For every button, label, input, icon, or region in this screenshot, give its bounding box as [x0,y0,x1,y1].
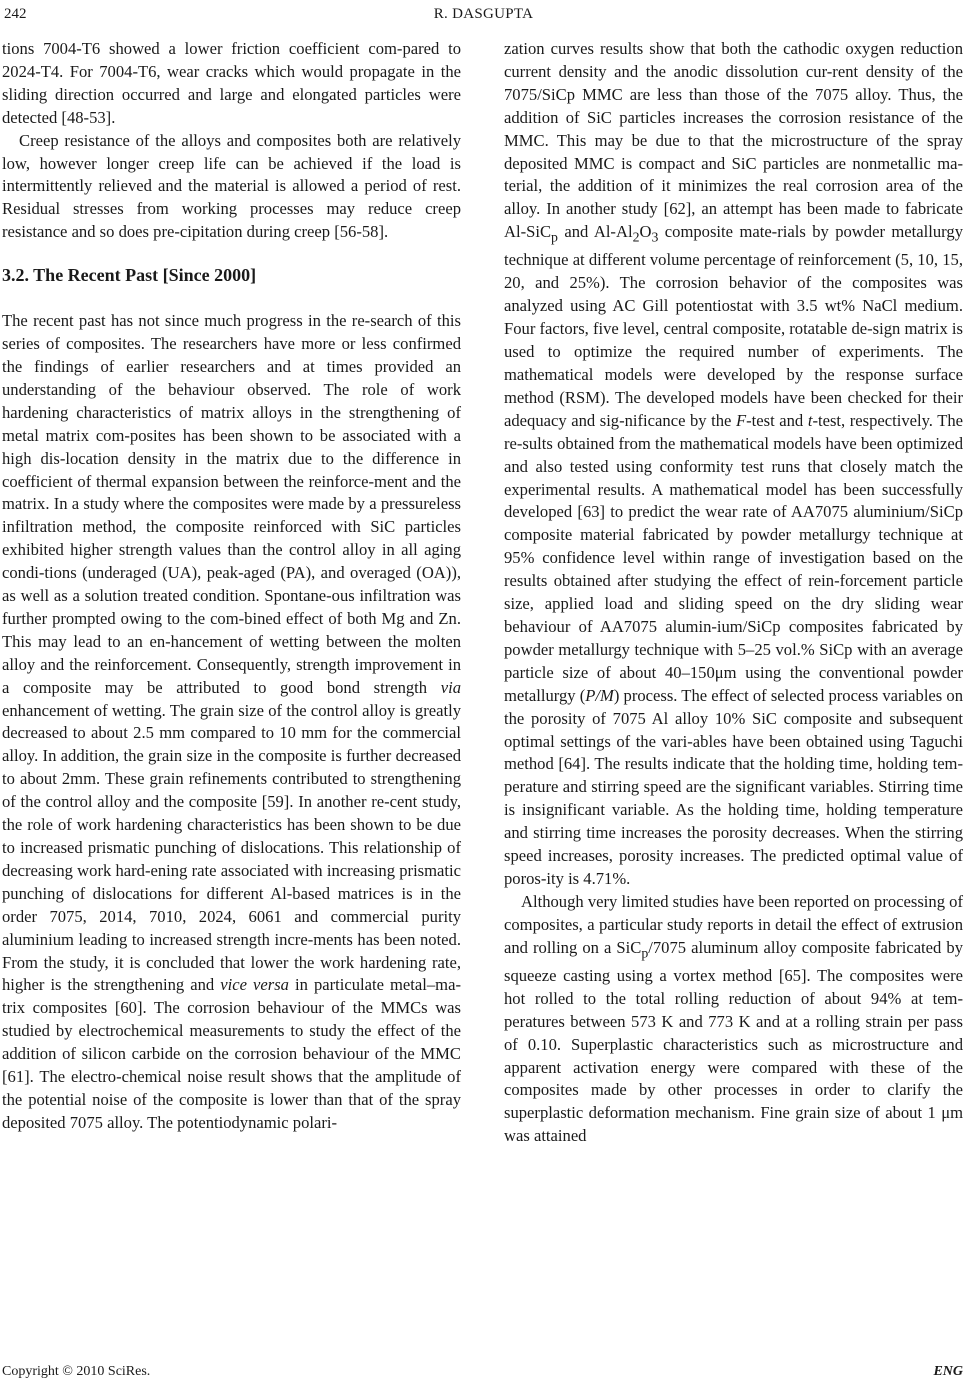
italic-term: t [807,410,813,430]
italic-term: vice versa [220,975,289,995]
paragraph: Creep resistance of the alloys and composites both are relatively low, however longer creep life can be achieved if the load is intermittently relieved and the material is allowed a period of rest. Residual stresses from working processes may reduce creep resistance and so does pre-cipitation during creep [56-58]. [2,130,461,242]
subscript: p [551,229,558,245]
page-footer [0,1364,967,1384]
paragraph: zation curves results show that both the cathodic oxygen reduction current density and the anodic dissolution cur-rent density of the 7075/SiCp MMC are less than those of the 7075 alloy. Thus, the addition of SiC particles increases the corrosion resistance of the MMC. This may be due to that the microstructure of the spray deposited MMC is compact and SiC particles are nonmetallic ma-terial, the addition of it minimizes the real corrosion area of the alloy. In another study [62], an attempt has been made to fabricate Al-SiC$_p$ and $Al-Al_2O_3$ composite mate-rials by powder metallurgy technique at different volume percentage of reinforcement (5, 10, 15, 20, and 25%). The corrosion behavior of the composites was analyzed using AC Gill potentiostat with 3.5 wt% NaCl medium. Four factors, five level, central composite, rotatable de-sign matrix is used to optimize the required number of experiments. The mathematical models were developed by the response surface method (RSM). The developed models have been checked for their adequacy and sig-nificance by the F-test and t-test, respectively. The re-sults obtained from the mathematical models have been optimized and also tested using conformity test runs that closely match the experimental results. A mathematical model has been successfully developed [63] to predict the wear rate of AA7075 aluminium/SiCp composite material fabricated by powder metallurgy technique at 95% confidence level within range of investigation based on the results obtained after studying the effect of rein-forcement particle size, applied load and sliding speed on the dry sliding wear behaviour of AA7075 alumin-ium/SiCp composites fabricated by powder metallurgy technique with 5–25 vol.% SiCp with an average particle size of about 40–150μm using the conventional powder metallurgy (P/M) process. The effect of selected process variables on the porosity of 7075 Al alloy 10% SiC composite and subsequent optimal settings of the vari-ables have been obtained using Taguchi method [64]. The results indicate that the holding time, holding tem-perature and stirring speed are the significant variables. Stirring time is insignificant variable. As the holding time, holding temperature and stirring time increases the porosity decreases. When the stirring speed increases, porosity increases. The predicted optimal value of poros-ity is 4.71%. [504,39,964,888]
journal-abbrev: ENG [933,1364,963,1379]
right-column [504,38,963,1148]
italic-term: via [440,677,461,697]
page-number: 242 [4,6,27,22]
subscript: 2 [632,229,640,245]
running-head: R. DASGUPTA [433,6,534,22]
copyright-notice: Copyright © 2010 SciRes. [2,1364,151,1379]
paragraph: Although very limited studies have been reported on processing of composites, a particular study reports in detail the effect of extrusion and rolling on a SiC$_p$/7075 aluminum alloy composite fabricated by squeeze casting using a vortex method [65]. The composites were hot rolled to the total rolling reduction of about 94% at tem-peratures between 573 K and 773 K and at a rolling strain per pass of 0.10. Superplastic characteristics such as microstructure and apparent activation energy were compared with these of the composites made by other processes in order to clarify the superplastic deformation mechanism. Fine grain size of about 1 μm was attained [504,891,963,1146]
section-heading: 3.2. The Recent Past [Since 2000] [2,265,257,286]
page-header [0,6,967,26]
subscript: 3 [651,229,659,245]
italic-term: P/M [585,685,614,705]
paragraph: The recent past has not since much progress in the re-search of this series of composites. The researchers have more or less confirmed the findings of earlier researchers and at times provided an understanding of the behaviour observed. The role of work hardening characteristics of matrix alloys in the strengthening of metal matrix com-posites has been shown to be associated with a high dis-location density in the matrix due to the difference in coefficient of thermal expansion between the reinforce-ment and the matrix. In a study where the composites were made by a pressureless infiltration method, the composite reinforced with SiC particles exhibited higher strength values than the control alloy in all aging condi-tions (underaged (UA), peak-aged (PA), and overaged (OA)), as well as a solution treated condition. Spontane-ous infiltration was further prompted owing to the com-bined effect of both Mg and Zn. This may lead to an en-hancement of wetting between the molten alloy and the reinforcement. Consequently, strength improvement in a composite may be attributed to good bond strength via enhancement of wetting. The grain size of the control alloy is greatly decreased to about 2.5 mm compared to 10 mm for the commercial alloy. In addition, the grain size in the composite is further decreased to about 2mm. These grain refinements contributed to strengthening of the control alloy and the composite [59]. In another re-cent study, the role of work hardening characteristics has been shown to be due to increased prismatic punching of dislocations. This relationship of decreasing work hard-ening rate associated with increasing prismatic punching of dislocations for different Al-based matrices is in the order 7075, 2014, 7010, 2024, 6061 and commercial purity aluminium leading to increased strength incre-ments has been noted. From the study, it is concluded that lower the work hardening rate, higher is the strengthening and vice versa in particulate metal–ma-trix composites [60]. The corrosion behaviour of the MMCs was studied by electrochemical measurements to study the effect of the addition of silicon carbide on the corrosion behaviour of the MMC [61]. The electro-chemical noise result shows that the amplitude of the potential noise of the composite is lower than that of the spray deposited 7075 alloy. The potentiodynamic polari- [2,311,461,1132]
subscript: p [641,944,649,960]
left-column [2,38,461,1135]
paragraph: tions 7004-T6 showed a lower friction coefficient com-pared to 2024-T4. For 7004-T6, wear cracks which would propagate in the sliding direction occurred and large and elongated particles were detected [48-53]. [2,39,461,127]
italic-term: F [736,410,747,430]
